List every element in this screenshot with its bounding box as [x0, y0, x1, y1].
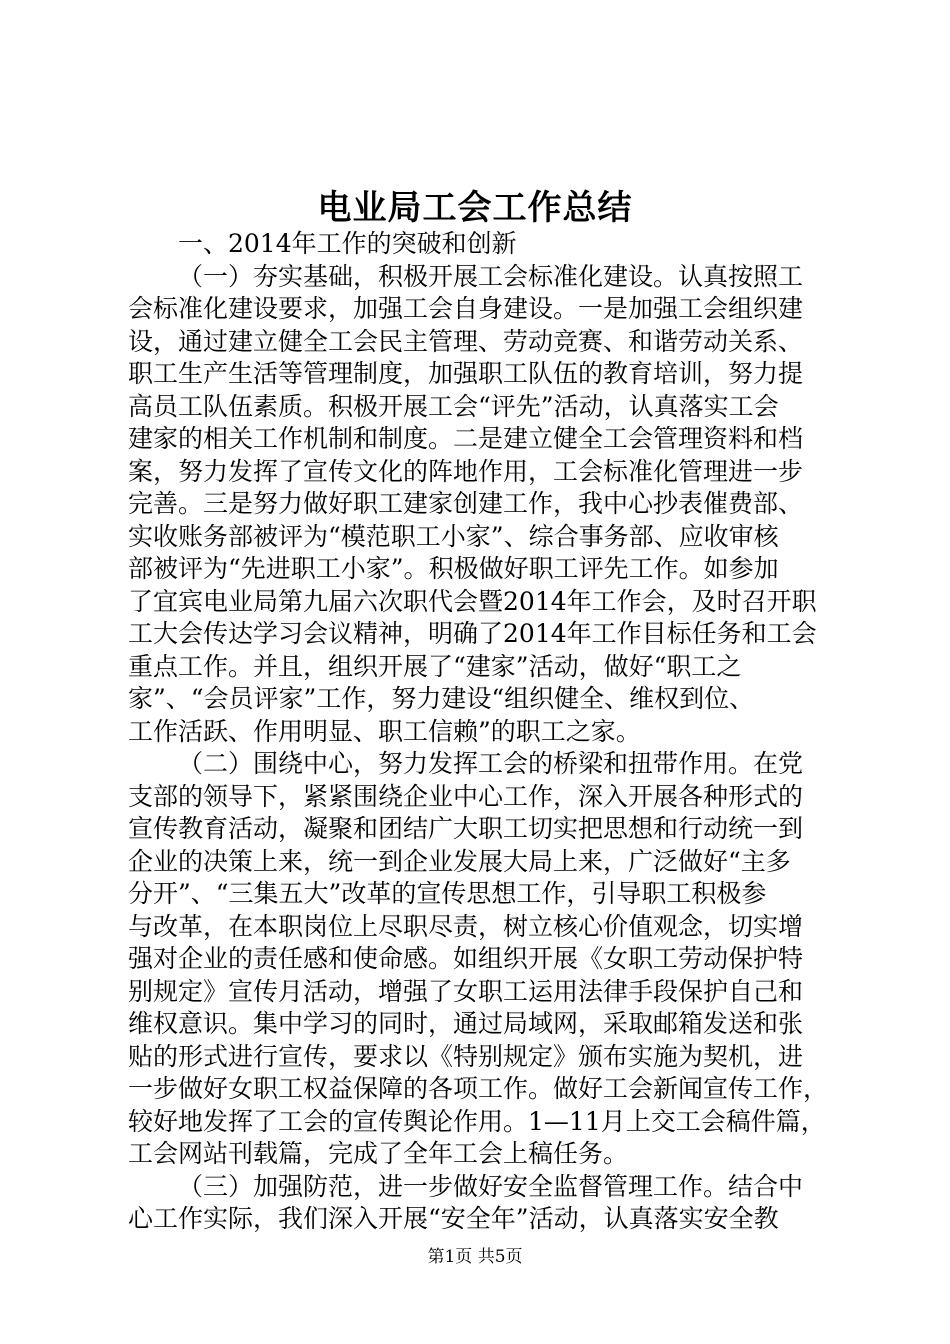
paragraph-2-line: 较好地发挥了工会的宣传舆论作用。1—11月上交工会稿件篇，	[128, 1106, 826, 1136]
paragraph-1-line: 设，通过建立健全工会民主管理、劳动竞赛、和谐劳动关系、	[128, 326, 804, 356]
paragraph-1-line: （一）夯实基础，积极开展工会标准化建设。认真按照工	[178, 261, 804, 291]
document-body	[128, 228, 834, 1236]
paragraph-2-line: 贴的形式进行宣传，要求以《特别规定》颁布实施为契机，进	[128, 1041, 804, 1071]
paragraph-1-line: 高员工队伍素质。积极开展工会“评先”活动，认真落实工会	[128, 391, 779, 421]
paragraph-2	[128, 748, 834, 1171]
paragraph-3	[128, 1171, 834, 1236]
page-footer: 第1页 共5页	[427, 1247, 523, 1267]
paragraph-1	[128, 261, 834, 749]
paragraph-1-line: 会标准化建设要求，加强工会自身建设。一是加强工会组织建	[128, 294, 804, 323]
document-title: 电业局工会工作总结	[317, 188, 633, 228]
paragraph-2-line: 企业的决策上来，统一到企业发展大局上来，广泛做好“主多	[128, 846, 791, 876]
paragraph-1-line: 案，努力发挥了宣传文化的阵地作用，工会标准化管理进一步	[128, 456, 804, 486]
paragraph-2-line: （二）围绕中心，努力发挥工会的桥梁和扭带作用。在党	[178, 749, 804, 778]
paragraph-3-line: 心工作实际，我们深入开展“安全年”活动，认真落实安全教	[128, 1204, 779, 1233]
paragraph-2-line: 一步做好女职工权益保障的各项工作。做好工会新闻宣传工作，	[128, 1074, 829, 1103]
paragraph-2-line: 支部的领导下，紧紧围绕企业中心工作，深入开展各种形式的	[128, 781, 804, 811]
paragraph-2-line: 强对企业的责任感和使命感。如组织开展《女职工劳动保护特	[128, 944, 804, 973]
paragraph-1-line: 了宜宾电业局第九届六次职代会暨2014年工作会，及时召开职	[128, 586, 817, 616]
paragraph-1-line: 完善。三是努力做好职工建家创建工作，我中心抄表催费部、	[128, 489, 804, 518]
paragraph-1-line: 家”、“会员评家”工作，努力建设“组织健全、维权到位、	[128, 684, 755, 713]
paragraph-1-line: 工作活跃、作用明显、职工信赖”的职工之家。	[128, 716, 641, 746]
paragraph-1-line: 实收账务部被评为“模范职工小家”、综合事务部、应收审核	[128, 521, 779, 551]
paragraph-2-line: 分开”、“三集五大”改革的宣传思想工作，引导职工积极参	[128, 879, 767, 908]
paragraph-2-line: 维权意识。集中学习的同时，通过局域网，采取邮箱发送和张	[128, 1009, 804, 1038]
section-heading: 一、2014年工作的突破和创新	[178, 229, 517, 258]
paragraph-1-line: 职工生产生活等管理制度，加强职工队伍的教育培训，努力提	[128, 359, 804, 388]
paragraph-2-line: 宣传教育活动，凝聚和团结广大职工切实把思想和行动统一到	[128, 814, 804, 843]
paragraph-1-line: 建家的相关工作机制和制度。二是建立健全工会管理资料和档	[128, 424, 804, 453]
paragraph-2-line: 与改革，在本职岗位上尽职尽责，树立核心价值观念，切实增	[128, 911, 804, 941]
paragraph-2-line: 工会网站刊载篇，完成了全年工会上稿任务。	[128, 1139, 629, 1168]
paragraph-2-line: 别规定》宣传月活动，增强了女职工运用法律手段保护自己和	[128, 976, 804, 1006]
paragraph-1-line: 重点工作。并且，组织开展了“建家”活动，做好“职工之	[128, 651, 742, 681]
paragraph-3-line: （三）加强防范，进一步做好安全监督管理工作。结合中	[178, 1171, 804, 1201]
paragraph-1-line: 部被评为“先进职工小家”。积极做好职工评先工作。如参加	[128, 554, 779, 583]
paragraph-1-line: 工大会传达学习会议精神，明确了2014年工作目标任务和工会	[128, 619, 817, 648]
